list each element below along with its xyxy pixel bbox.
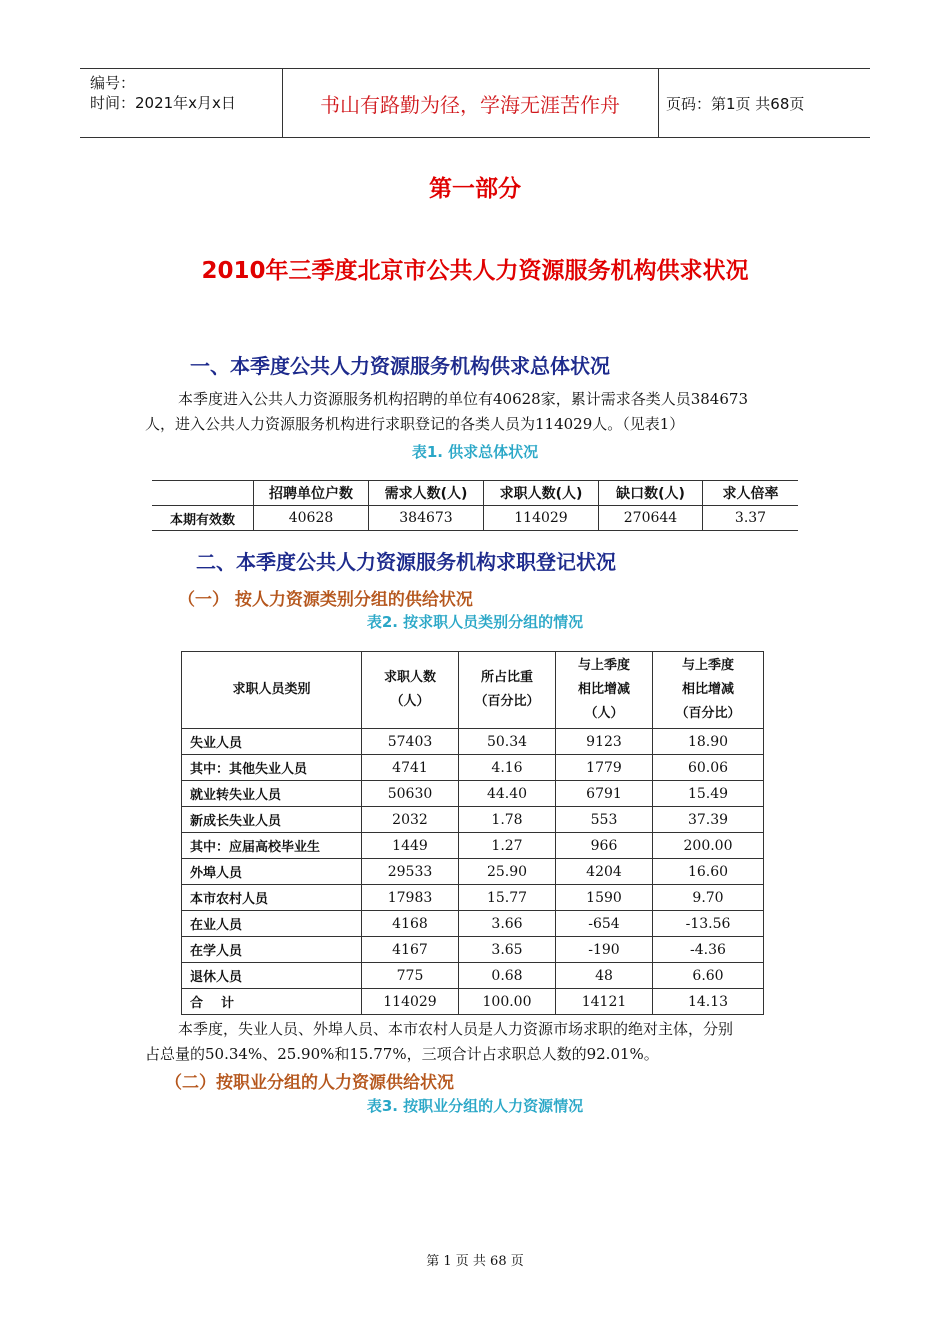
table2-row-label: 合计 xyxy=(182,989,362,1015)
table2-header-line: 求职人数 xyxy=(383,670,436,685)
table2-cell: 3.66 xyxy=(459,911,556,937)
table-row xyxy=(152,506,798,531)
table2-row-label: 失业人员 xyxy=(182,729,362,755)
table2-row-label: 其中：应届高校毕业生 xyxy=(182,833,362,859)
table2-cell: 48 xyxy=(556,963,653,989)
table2-caption: 表2. 按求职人员类别分组的情况 xyxy=(366,613,584,631)
table2-cell: 1.78 xyxy=(459,807,556,833)
table2-header-cell xyxy=(362,652,459,729)
table2-cell: 2032 xyxy=(362,807,459,833)
table2-cell: 775 xyxy=(362,963,459,989)
table2-cell: 4204 xyxy=(556,859,653,885)
table2-cell: 50630 xyxy=(362,781,459,807)
table2-row-label: 就业转失业人员 xyxy=(182,781,362,807)
table2-cell: 1779 xyxy=(556,755,653,781)
table-row xyxy=(182,963,764,989)
table2-header-cell xyxy=(459,652,556,729)
table-row xyxy=(182,937,764,963)
table2-cell: 200.00 xyxy=(653,833,764,859)
table1-header-row xyxy=(152,481,798,506)
table2-row-label: 退休人员 xyxy=(182,963,362,989)
table2-cell: 29533 xyxy=(362,859,459,885)
header-time-label: 时间：2021年x月x日 xyxy=(90,94,236,112)
table-row xyxy=(182,989,764,1015)
table1-row-label: 本期有效数 xyxy=(152,506,254,531)
table2-cell: 966 xyxy=(556,833,653,859)
table1-header-cell: 缺口数(人) xyxy=(599,481,703,506)
table2-cell: 9.70 xyxy=(653,885,764,911)
table1-header-cell: 需求人数(人) xyxy=(369,481,484,506)
table1-cell: 40628 xyxy=(254,506,369,531)
table1-header-cell: 求职人数(人) xyxy=(484,481,599,506)
table2-cell: 1.27 xyxy=(459,833,556,859)
table2-cell: 18.90 xyxy=(653,729,764,755)
table2-cell: 3.65 xyxy=(459,937,556,963)
section1-para-line2: 人，进入公共人力资源服务机构进行求职登记的各类人员为114029人。（见表1） xyxy=(145,415,685,433)
table2-row-label: 本市农村人员 xyxy=(182,885,362,911)
table2-cell: -4.36 xyxy=(653,937,764,963)
document-title: 2010年三季度北京市公共人力资源服务机构供求状况 xyxy=(201,258,749,284)
table2-cell: 50.34 xyxy=(459,729,556,755)
table2-cell: 60.06 xyxy=(653,755,764,781)
table2-header-line: （人） xyxy=(390,694,430,709)
table2-row-label: 在学人员 xyxy=(182,937,362,963)
table2-header-line: 与上季度 xyxy=(577,658,630,673)
header-meta xyxy=(90,73,236,113)
table-row xyxy=(182,859,764,885)
table-row xyxy=(182,833,764,859)
table2-cell: 25.90 xyxy=(459,859,556,885)
table2-cell: 15.49 xyxy=(653,781,764,807)
table2-header-line: （人） xyxy=(584,706,624,721)
header-divider xyxy=(658,69,659,137)
table-row xyxy=(182,729,764,755)
table1-header-cell: 求人倍率 xyxy=(703,481,799,506)
table1-header-cell xyxy=(152,481,254,506)
table2-cell: 14.13 xyxy=(653,989,764,1015)
table2-cell: 1449 xyxy=(362,833,459,859)
table2-header-line: 与上季度 xyxy=(681,658,734,673)
section2-para-line2: 占总量的50.34%、25.90%和15.77%，三项合计占求职总人数的92.01%。 xyxy=(145,1045,659,1063)
section2-sub1: （一） 按人力资源类别分组的供给状况 xyxy=(178,590,473,610)
table2-header-line: 相比增减 xyxy=(681,682,734,697)
table2-cell: 57403 xyxy=(362,729,459,755)
table2-cell: 4741 xyxy=(362,755,459,781)
part-title: 第一部分 xyxy=(429,176,521,202)
table2-row-label: 其中：其他失业人员 xyxy=(182,755,362,781)
table2-header-row xyxy=(182,652,764,729)
header-code-label: 编号： xyxy=(90,74,136,92)
table1-cell: 384673 xyxy=(369,506,484,531)
table3-caption: 表3. 按职业分组的人力资源情况 xyxy=(366,1097,584,1115)
table2-row-label: 新成长失业人员 xyxy=(182,807,362,833)
table2-cell: 0.68 xyxy=(459,963,556,989)
table-row xyxy=(182,781,764,807)
table-row xyxy=(182,885,764,911)
table2-cell: 4.16 xyxy=(459,755,556,781)
table2-cell: 1590 xyxy=(556,885,653,911)
table1-caption: 表1. 供求总体状况 xyxy=(411,443,539,461)
table2-header-line: 相比增减 xyxy=(577,682,630,697)
table2-header-cell xyxy=(653,652,764,729)
table2-cell: 4168 xyxy=(362,911,459,937)
table2-cell: 114029 xyxy=(362,989,459,1015)
table2-cell: -13.56 xyxy=(653,911,764,937)
section2-sub2: （二）按职业分组的人力资源供给状况 xyxy=(165,1073,454,1093)
table2-header-line: （百分比） xyxy=(474,694,540,709)
table1-cell: 114029 xyxy=(484,506,599,531)
section2-heading: 二、本季度公共人力资源服务机构求职登记状况 xyxy=(196,550,616,574)
table2-cell: 17983 xyxy=(362,885,459,911)
table2-cell: 4167 xyxy=(362,937,459,963)
table2-header-line: （百分比） xyxy=(675,706,741,721)
section2-para-line1: 本季度，失业人员、外埠人员、本市农村人员是人力资源市场求职的绝对主体，分别 xyxy=(178,1020,734,1038)
table2-job-seekers xyxy=(181,651,764,1015)
table2-cell: 44.40 xyxy=(459,781,556,807)
table2-cell: -190 xyxy=(556,937,653,963)
table2-cell: 6.60 xyxy=(653,963,764,989)
table2-cell: 9123 xyxy=(556,729,653,755)
table2-cell: 553 xyxy=(556,807,653,833)
table2-body xyxy=(182,729,764,1015)
table2-cell: 15.77 xyxy=(459,885,556,911)
table2-row-label: 外埠人员 xyxy=(182,859,362,885)
page-header xyxy=(80,68,870,138)
table1-cell: 3.37 xyxy=(703,506,799,531)
table2-cell: 37.39 xyxy=(653,807,764,833)
table2-cell: 100.00 xyxy=(459,989,556,1015)
table2-cell: 14121 xyxy=(556,989,653,1015)
table1-cell: 270644 xyxy=(599,506,703,531)
table-row xyxy=(182,755,764,781)
table2-cell: -654 xyxy=(556,911,653,937)
header-motto: 书山有路勤为径，学海无涯苦作舟 xyxy=(320,92,620,117)
table2-header-cell xyxy=(556,652,653,729)
table2-cell: 6791 xyxy=(556,781,653,807)
page-footer: 第 1 页 共 68 页 xyxy=(426,1254,524,1269)
table-row xyxy=(182,807,764,833)
table2-cell: 16.60 xyxy=(653,859,764,885)
section1-heading: 一、本季度公共人力资源服务机构供求总体状况 xyxy=(190,354,610,378)
table-row xyxy=(182,911,764,937)
table2-row-label: 在业人员 xyxy=(182,911,362,937)
header-page-info: 页码：第1页 共68页 xyxy=(666,94,805,113)
table2-header-line: 所占比重 xyxy=(480,670,533,685)
table1-supply-demand xyxy=(152,480,798,531)
section1-para-line1: 本季度进入公共人力资源服务机构招聘的单位有40628家，累计需求各类人员384673 xyxy=(178,390,748,408)
table1-header-cell: 招聘单位户数 xyxy=(254,481,369,506)
table2-header-cell: 求职人员类别 xyxy=(182,652,362,729)
